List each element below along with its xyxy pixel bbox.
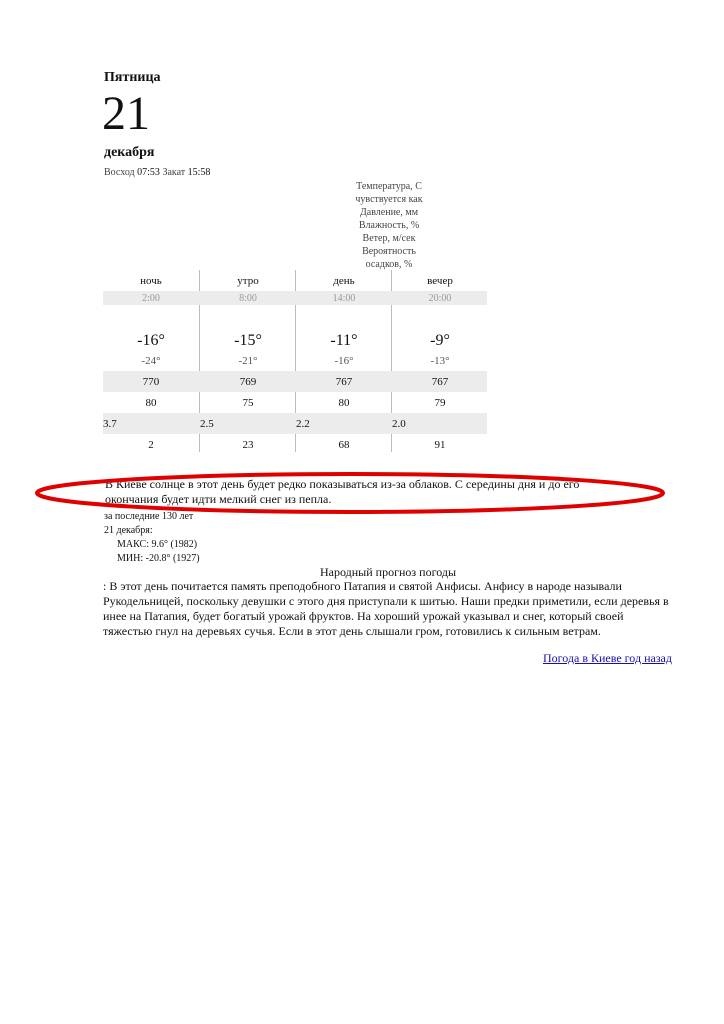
pressure-row <box>103 371 487 392</box>
temperature: -16° <box>137 332 165 349</box>
sunrise-label: Восход <box>104 167 135 178</box>
precipitation: 2 <box>148 438 154 451</box>
time-row <box>103 291 487 305</box>
stats-min-label: МИН: <box>117 553 144 564</box>
stats-date: 21 декабря: <box>104 525 153 536</box>
stats-min-line <box>104 552 200 566</box>
period-header-row <box>103 270 487 291</box>
legend-line: осадков, % <box>365 259 413 270</box>
legend-line: Влажность, % <box>358 220 420 231</box>
stats-min-year: (1927) <box>172 553 200 564</box>
pressure: 767 <box>335 375 353 388</box>
feels-like: -24° <box>141 354 161 367</box>
forecast-table <box>103 270 487 455</box>
legend-line: Вероятность <box>362 246 416 257</box>
precipitation: 68 <box>338 438 350 451</box>
precipitation: 91 <box>434 438 446 451</box>
pressure: 770 <box>142 375 160 388</box>
weather-year-ago-link[interactable]: Погода в Киеве год назад <box>542 651 672 665</box>
sunrise-time: 07:53 <box>137 167 160 178</box>
wind-row <box>103 413 487 434</box>
feels-like: -21° <box>238 354 258 367</box>
wind-speed: 2.5 <box>200 417 214 430</box>
pressure: 767 <box>431 375 449 388</box>
humidity: 79 <box>434 396 446 409</box>
pressure: 769 <box>239 375 257 388</box>
sun-times <box>104 167 210 178</box>
temperature: -11° <box>330 332 358 349</box>
month-name: декабря <box>104 145 155 160</box>
period-time: 2:00 <box>142 292 160 304</box>
wind-speed: 2.2 <box>296 417 310 430</box>
temperature: -15° <box>234 332 262 349</box>
folk-forecast-title: Народный прогноз погоды <box>319 565 457 579</box>
wind-speed: 2.0 <box>392 417 406 430</box>
humidity: 75 <box>242 396 254 409</box>
stats-max: МАКС: 9.6° (1982) <box>117 539 198 550</box>
day-name: Пятница <box>104 70 161 85</box>
legend-line: Давление, мм <box>359 207 419 218</box>
humidity-row <box>103 392 487 413</box>
humidity: 80 <box>145 396 157 409</box>
period-name: вечер <box>427 274 453 287</box>
folk-forecast-text: : В этот день почитается память преподобного Патапия и святой Анфисы. Анфису в народе называли Рукодельницей, поскольку девушки с этого дня приступали к шитью. Наши предки приметили, если деревья в инее на Патапия, будет богатый урожай фруктов. На хороший урожай указывал и снег, который своей тяжестью гнул на деревьях сучья. Если в этот день слышали гром, готовились к сильным ветрам. <box>103 579 669 638</box>
day-number: 21 <box>102 87 150 140</box>
temperature: -9° <box>430 332 450 349</box>
row-legend <box>330 180 448 271</box>
period-time: 8:00 <box>239 292 257 304</box>
stats-min-value: -20.8° <box>145 553 171 564</box>
legend-line: Ветер, м/сек <box>362 233 416 244</box>
period-name: утро <box>237 274 259 287</box>
weather-description: В Киеве солнце в этот день будет редко показываться из-за облаков. С середины дня и до его окончания будет идти мелкий снег из пепла. <box>105 477 580 506</box>
feels-like: -16° <box>334 354 354 367</box>
sunset-time: 15:58 <box>187 167 211 178</box>
historical-stats <box>104 510 200 566</box>
legend-line: Температура, С <box>356 181 422 192</box>
precipitation: 23 <box>242 438 254 451</box>
feels-like: -13° <box>430 354 450 367</box>
sunset-label: Закат <box>162 167 186 178</box>
wind-speed: 3.7 <box>103 417 117 430</box>
period-time: 14:00 <box>332 292 356 304</box>
legend-line: чувствуется как <box>355 194 423 205</box>
feels-like-row <box>103 350 487 371</box>
stats-period: за последние 130 лет <box>104 511 194 522</box>
period-name: день <box>333 274 355 287</box>
period-name: ночь <box>140 274 162 287</box>
humidity: 80 <box>338 396 350 409</box>
precipitation-row <box>103 434 487 455</box>
temperature-row <box>103 305 487 350</box>
period-time: 20:00 <box>428 292 452 304</box>
